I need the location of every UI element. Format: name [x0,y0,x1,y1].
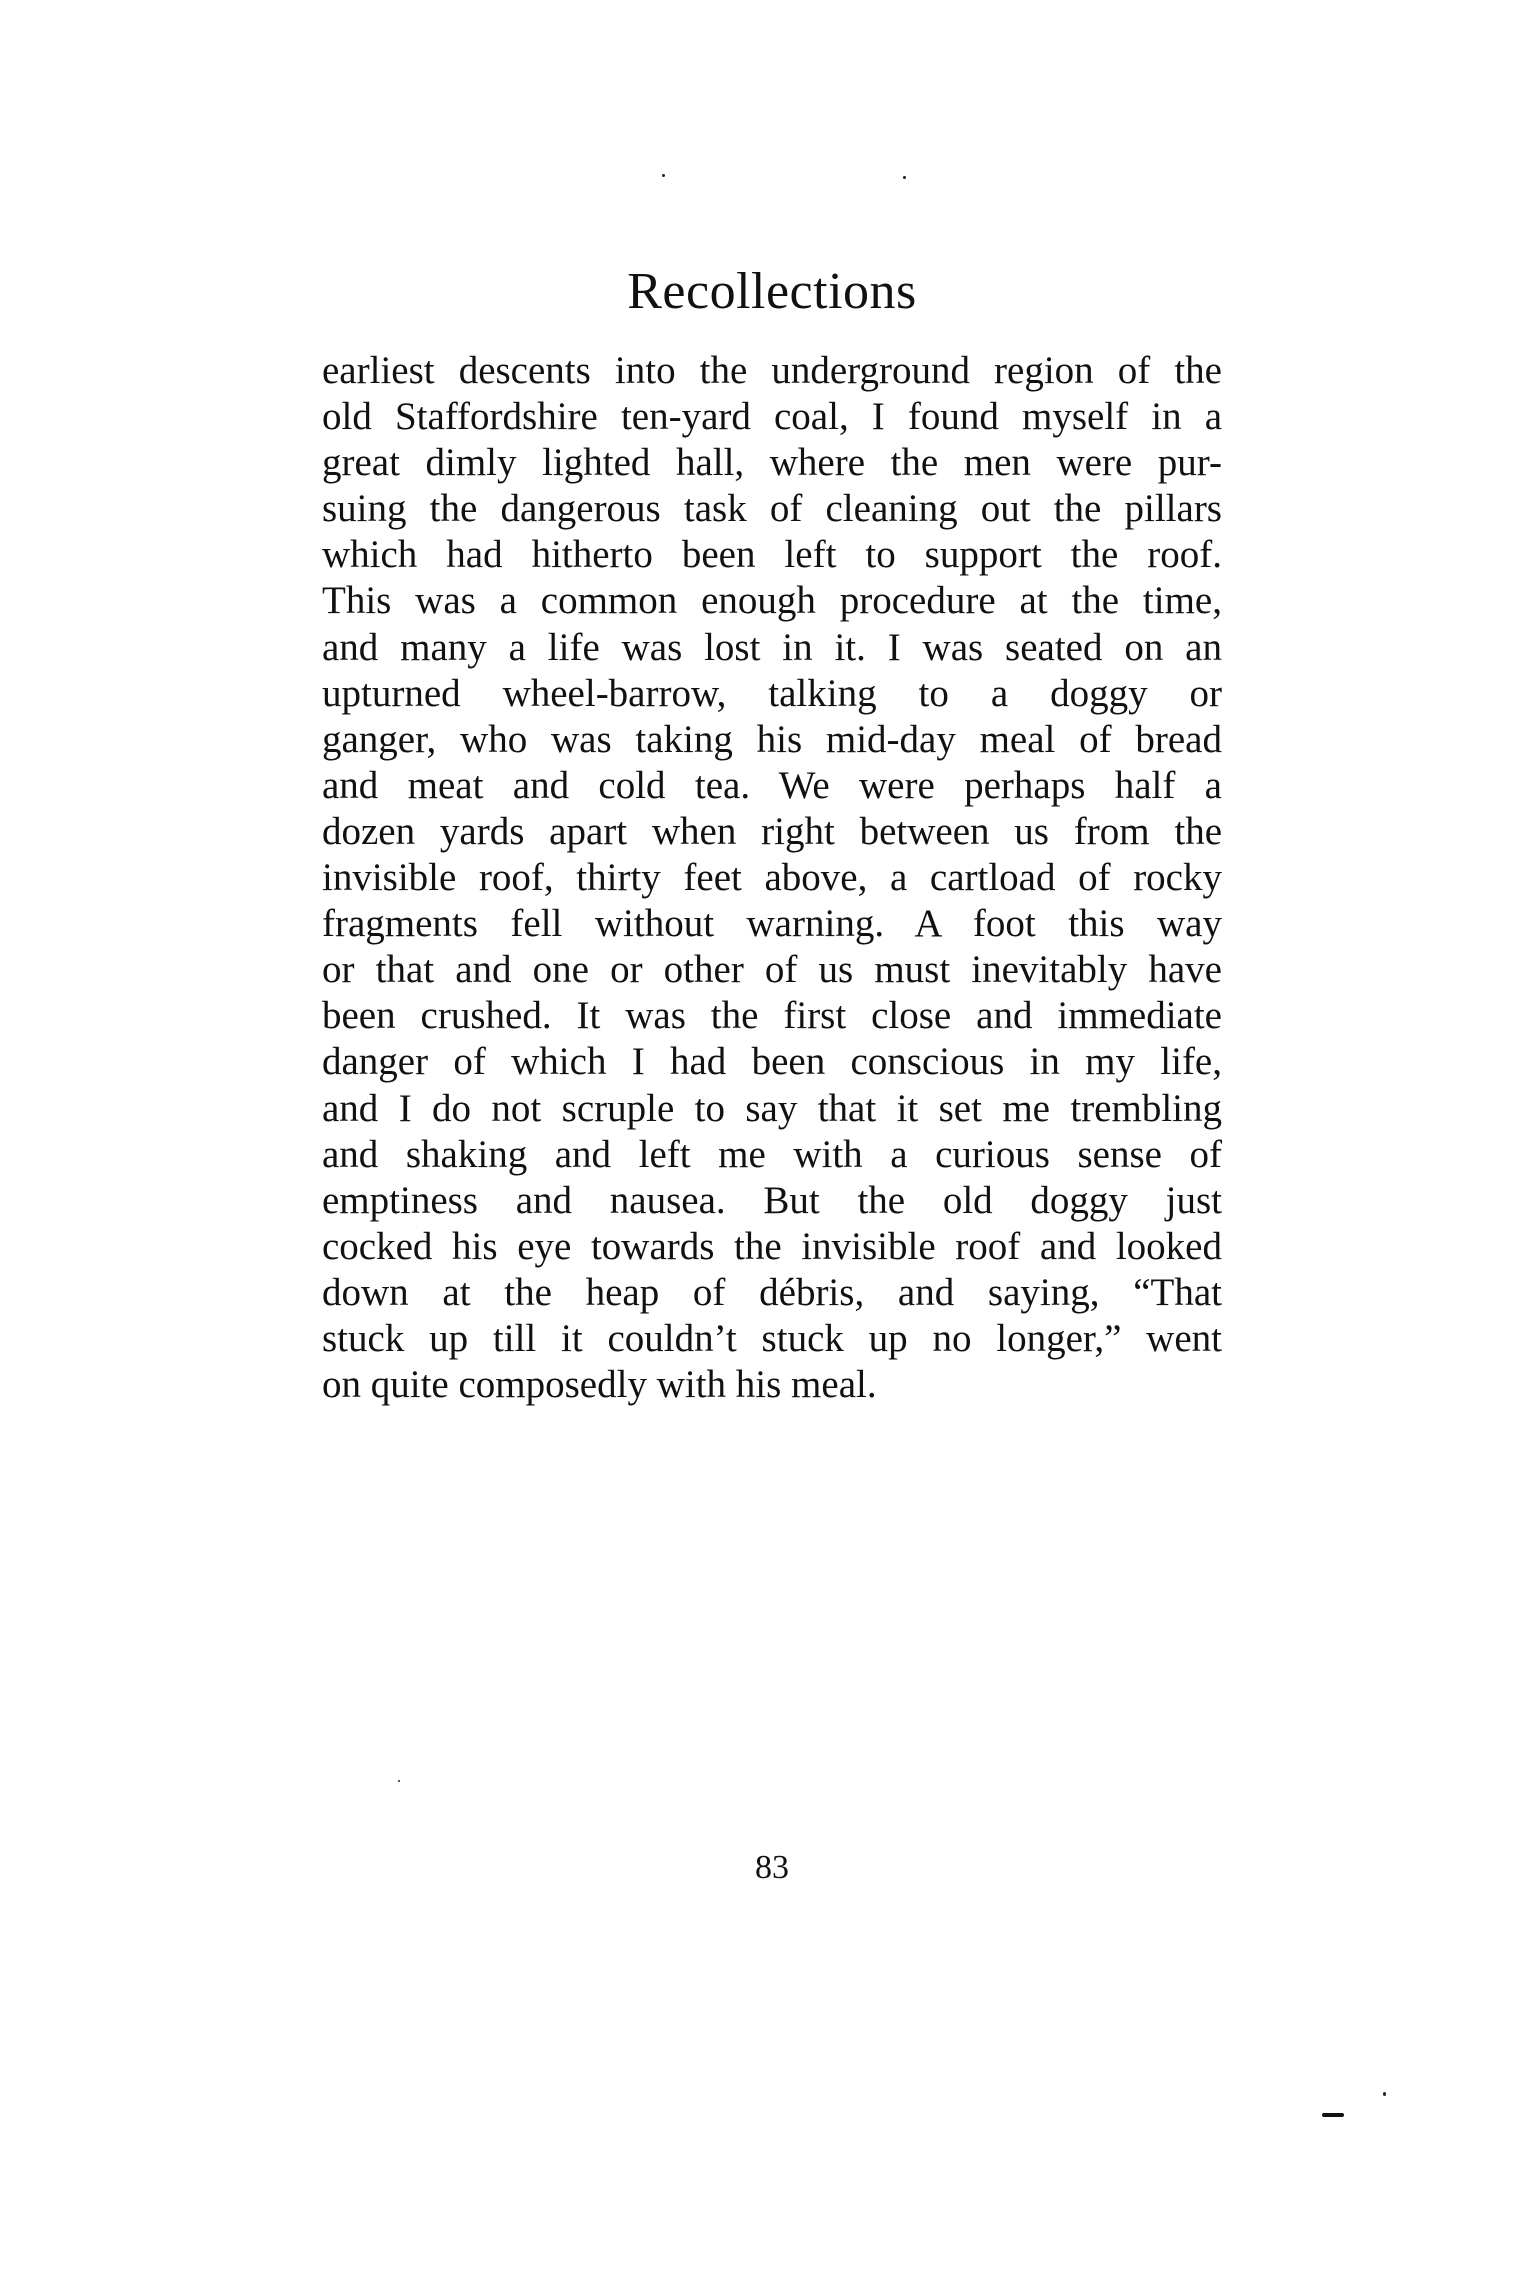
text-line: fragments fell without warning. A foot this way [322,902,1222,946]
text-line: or that and one or other of us must inevitably have [322,948,1222,992]
scan-speck [398,1780,400,1782]
text-line-last: on quite composedly with his meal. [322,1363,877,1407]
text-line: been crushed. It was the first close and immediate [322,994,1222,1038]
text-line: and meat and cold tea. We were perhaps half a [322,763,1222,807]
scan-speck [662,174,665,177]
text-line: This was a common enough procedure at the time, [322,579,1222,623]
text-line: dozen yards apart when right between us from the [322,809,1222,853]
scan-speck [903,176,906,179]
text-line: old Staffordshire ten-yard coal, I found myself in a [322,395,1222,439]
text-line: danger of which I had been conscious in my life, [322,1040,1222,1084]
text-line: earliest descents into the underground region of the [322,349,1222,392]
page-number: 83 [755,1849,789,1886]
running-head: Recollections [627,263,917,320]
text-line: stuck up till it couldn’t stuck up no longer,” went [322,1316,1222,1360]
text-line: invisible roof, thirty feet above, a cartload of rocky [322,856,1222,900]
text-line: suing the dangerous task of cleaning out the pillars [322,487,1222,531]
text-line: and shaking and left me with a curious sense of [322,1132,1222,1176]
text-line: and many a life was lost in it. I was seated on an [322,625,1222,669]
scan-mark [1322,2113,1344,2117]
text-line: ganger, who was taking his mid-day meal of bread [322,717,1222,761]
text-line: emptiness and nausea. But the old doggy just [322,1178,1222,1222]
body-paragraph [322,348,1222,1408]
text-line: and I do not scruple to say that it set me trembling [322,1086,1222,1130]
text-line: which had hitherto been left to support the roof. [322,533,1222,577]
scan-speck [1383,2092,1386,2096]
text-line: cocked his eye towards the invisible roof and looked [322,1224,1222,1268]
text-line: great dimly lighted hall, where the men were pur- [322,441,1222,485]
text-line: down at the heap of débris, and saying, “That [322,1270,1222,1314]
text-line: upturned wheel-barrow, talking to a doggy or [322,671,1222,715]
